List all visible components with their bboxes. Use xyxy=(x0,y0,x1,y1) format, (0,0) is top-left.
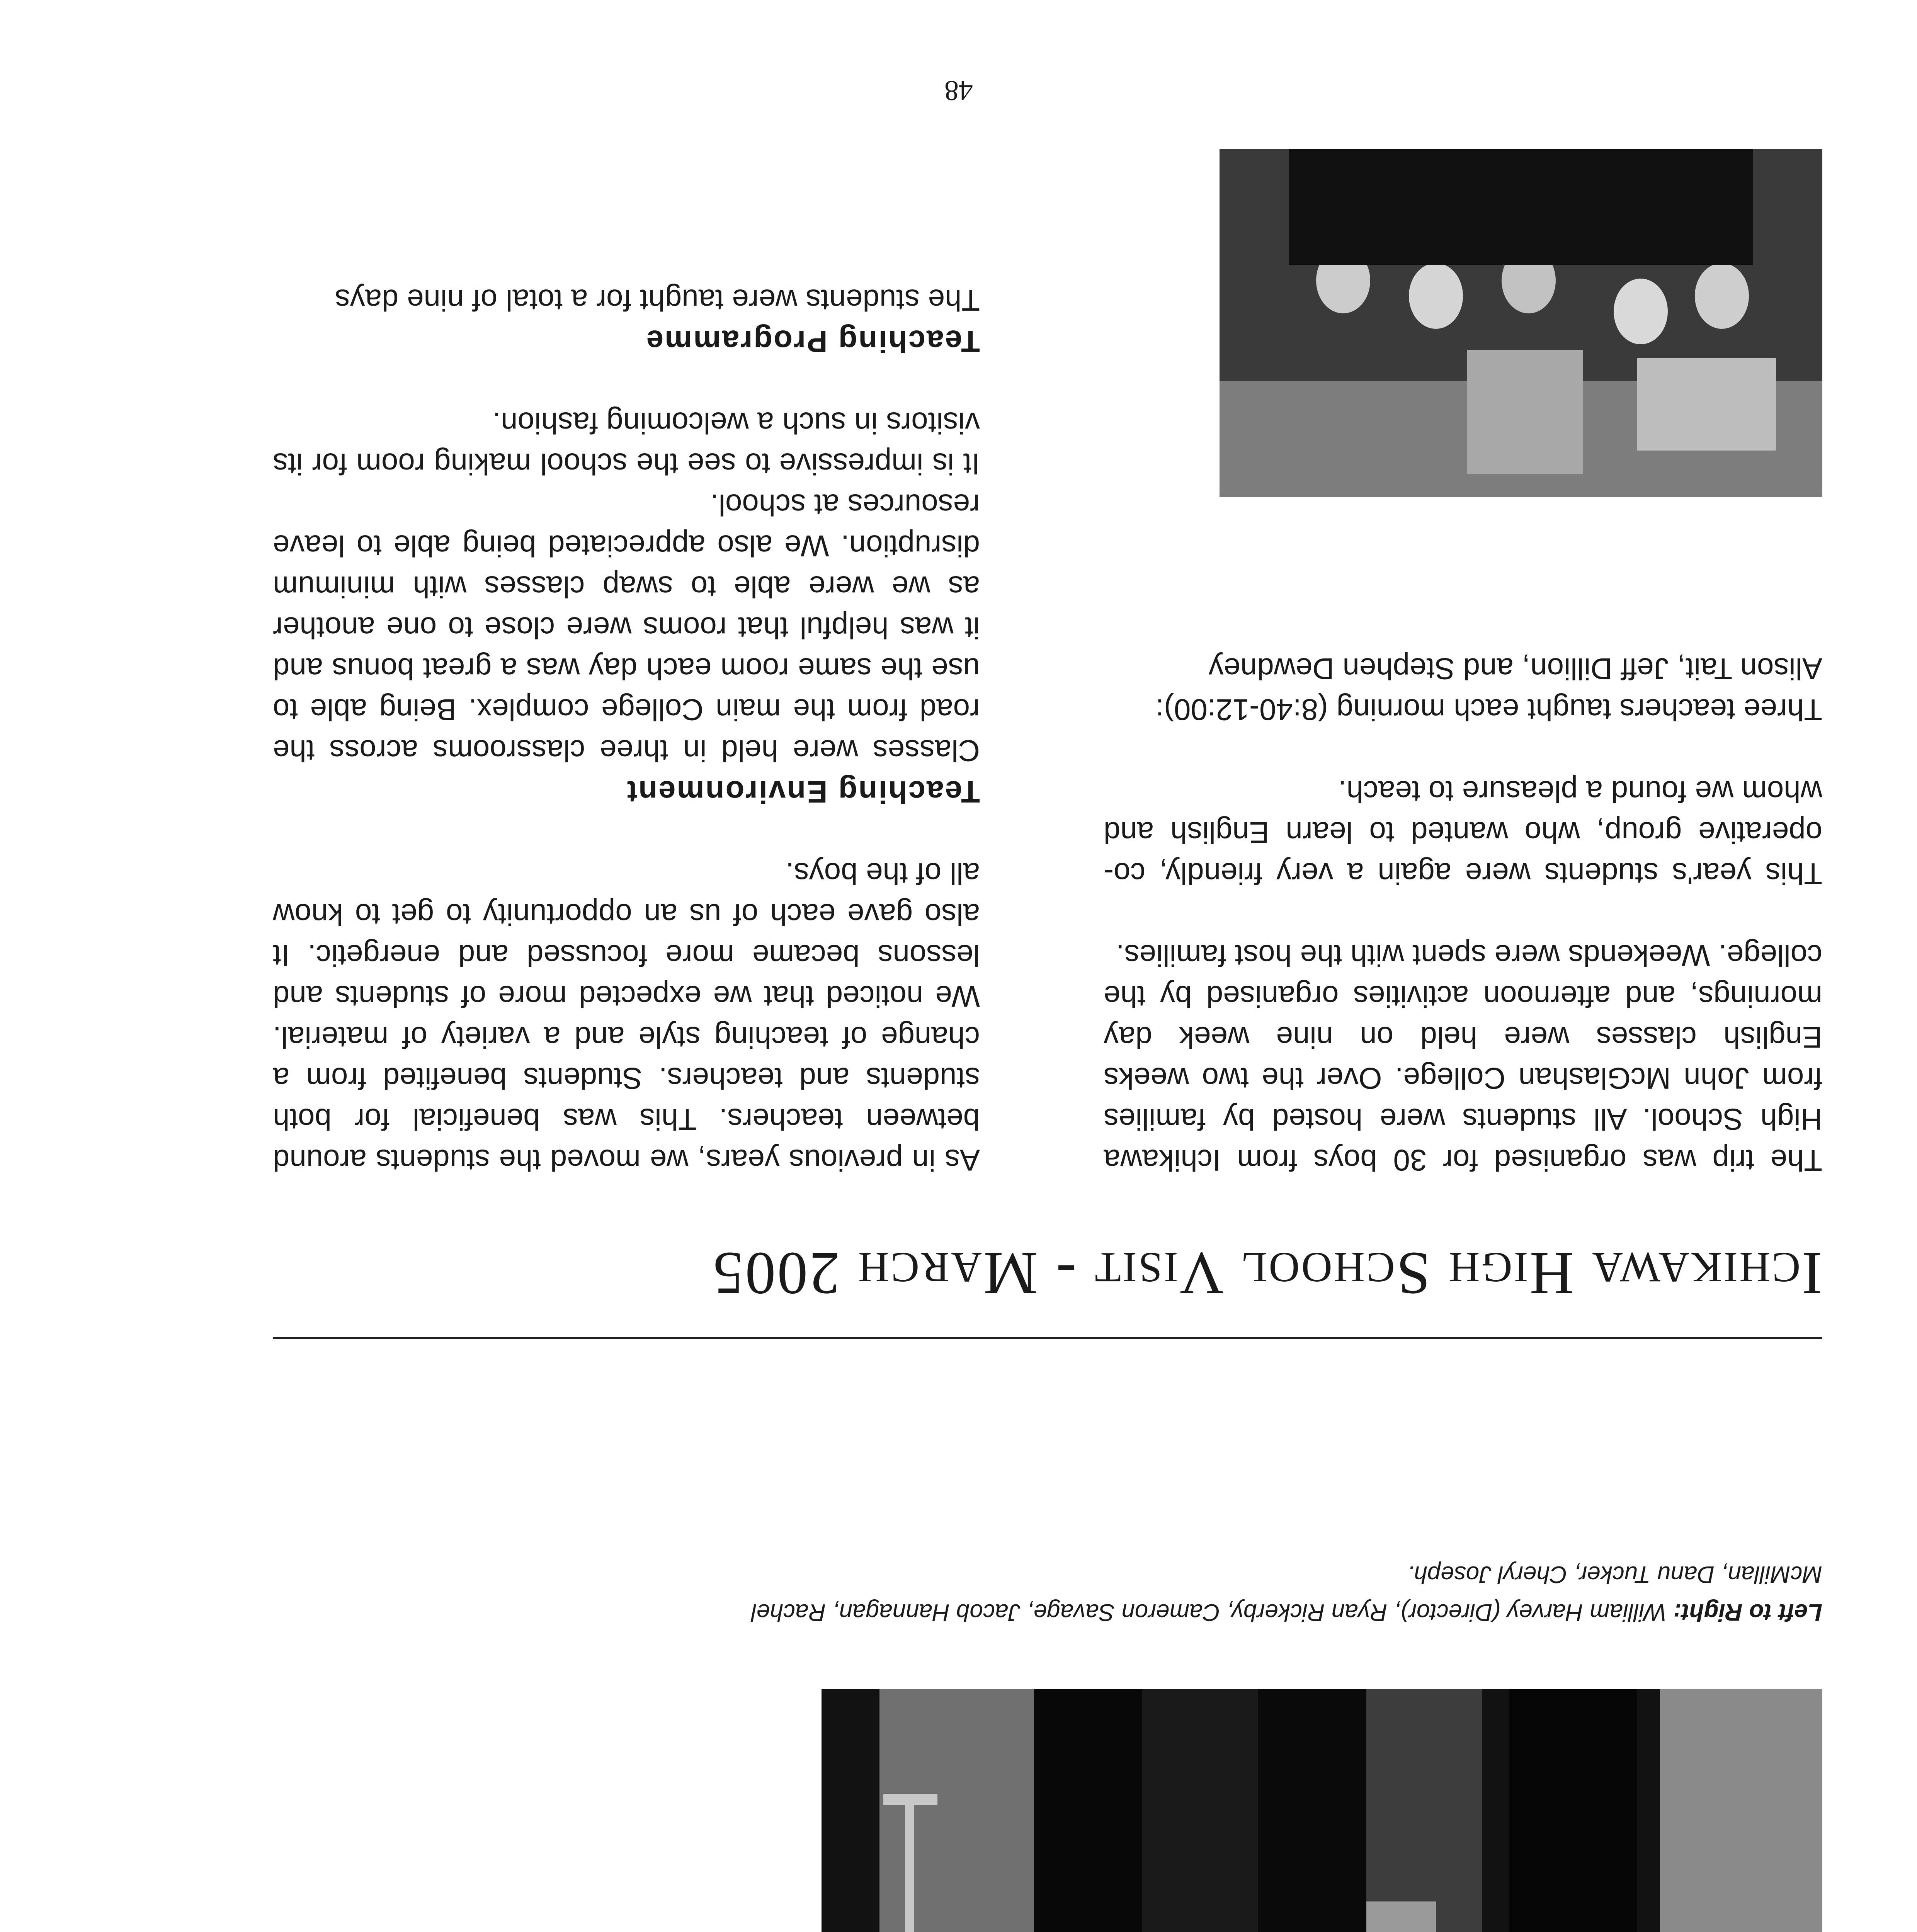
section-divider xyxy=(273,1337,1822,1339)
paragraph-students: This year's students were again a very friendly, co-operative group, who wanted to learn English and whom we found a pleasure to teach. xyxy=(1104,775,1822,891)
teachers-names: Alison Tait, Jeff Dillion, and Stephen Dewdney xyxy=(1208,652,1822,686)
macbeth-cast-photo xyxy=(822,1689,1822,1932)
paragraph-teachers xyxy=(1104,648,1822,730)
heading-teaching-environment: Teaching Environment xyxy=(626,775,980,809)
visit-right-column xyxy=(273,280,980,1181)
page-number: 48 xyxy=(944,75,973,106)
visit-title: Ichikawa High School Visit - March 2005 xyxy=(711,1240,1822,1307)
classroom-photo xyxy=(1220,149,1822,497)
paragraph-impressive: It is impressive to see the school making room for its visitors in such a welcoming fashion. xyxy=(273,406,980,481)
heading-teaching-programme: Teaching Programme xyxy=(645,324,980,359)
photo-caption xyxy=(644,1555,1822,1631)
caption-label: Left to Right: xyxy=(1673,1599,1822,1626)
paragraph-rotation: As in previous years, we moved the students around between teachers. This was beneficial for both students and teachers. Students benefited from a change of teaching style and a variety of material. We noticed that we expected more of students and lessons became more focussed and energetic. It also gave each of us an opportunity to get to know all of the boys. xyxy=(273,857,980,1177)
paragraph-environment: Classes were held in three classrooms across the road from the main College complex. Being able to use the same room each day was a great bonus and it was helpful that rooms were close to one another as we were able to swap classes with minimum disruption. We also appreciated being able to leave resources at school. xyxy=(273,488,980,768)
paragraph-programme: The students were taught for a total of nine days xyxy=(335,283,980,317)
visit-left-column xyxy=(1104,648,1822,1181)
paragraph-trip: The trip was organised for 30 boys from Ichikawa High School. All students were hosted by families from John McGlashan College. Over the two weeks English classes were held on nine week day mornings, and afternoon activities organised by the college. Weekends were spent with the host families. xyxy=(1104,939,1822,1177)
caption-text: William Harvey (Director), Ryan Rickerby, Cameron Savage, Jacob Hannagan, Rachel McMillan, Danu Tucker, Cheryl Joseph. xyxy=(751,1561,1822,1626)
teachers-intro: Three teachers taught each morning (8:40-12:00): xyxy=(1155,693,1822,727)
